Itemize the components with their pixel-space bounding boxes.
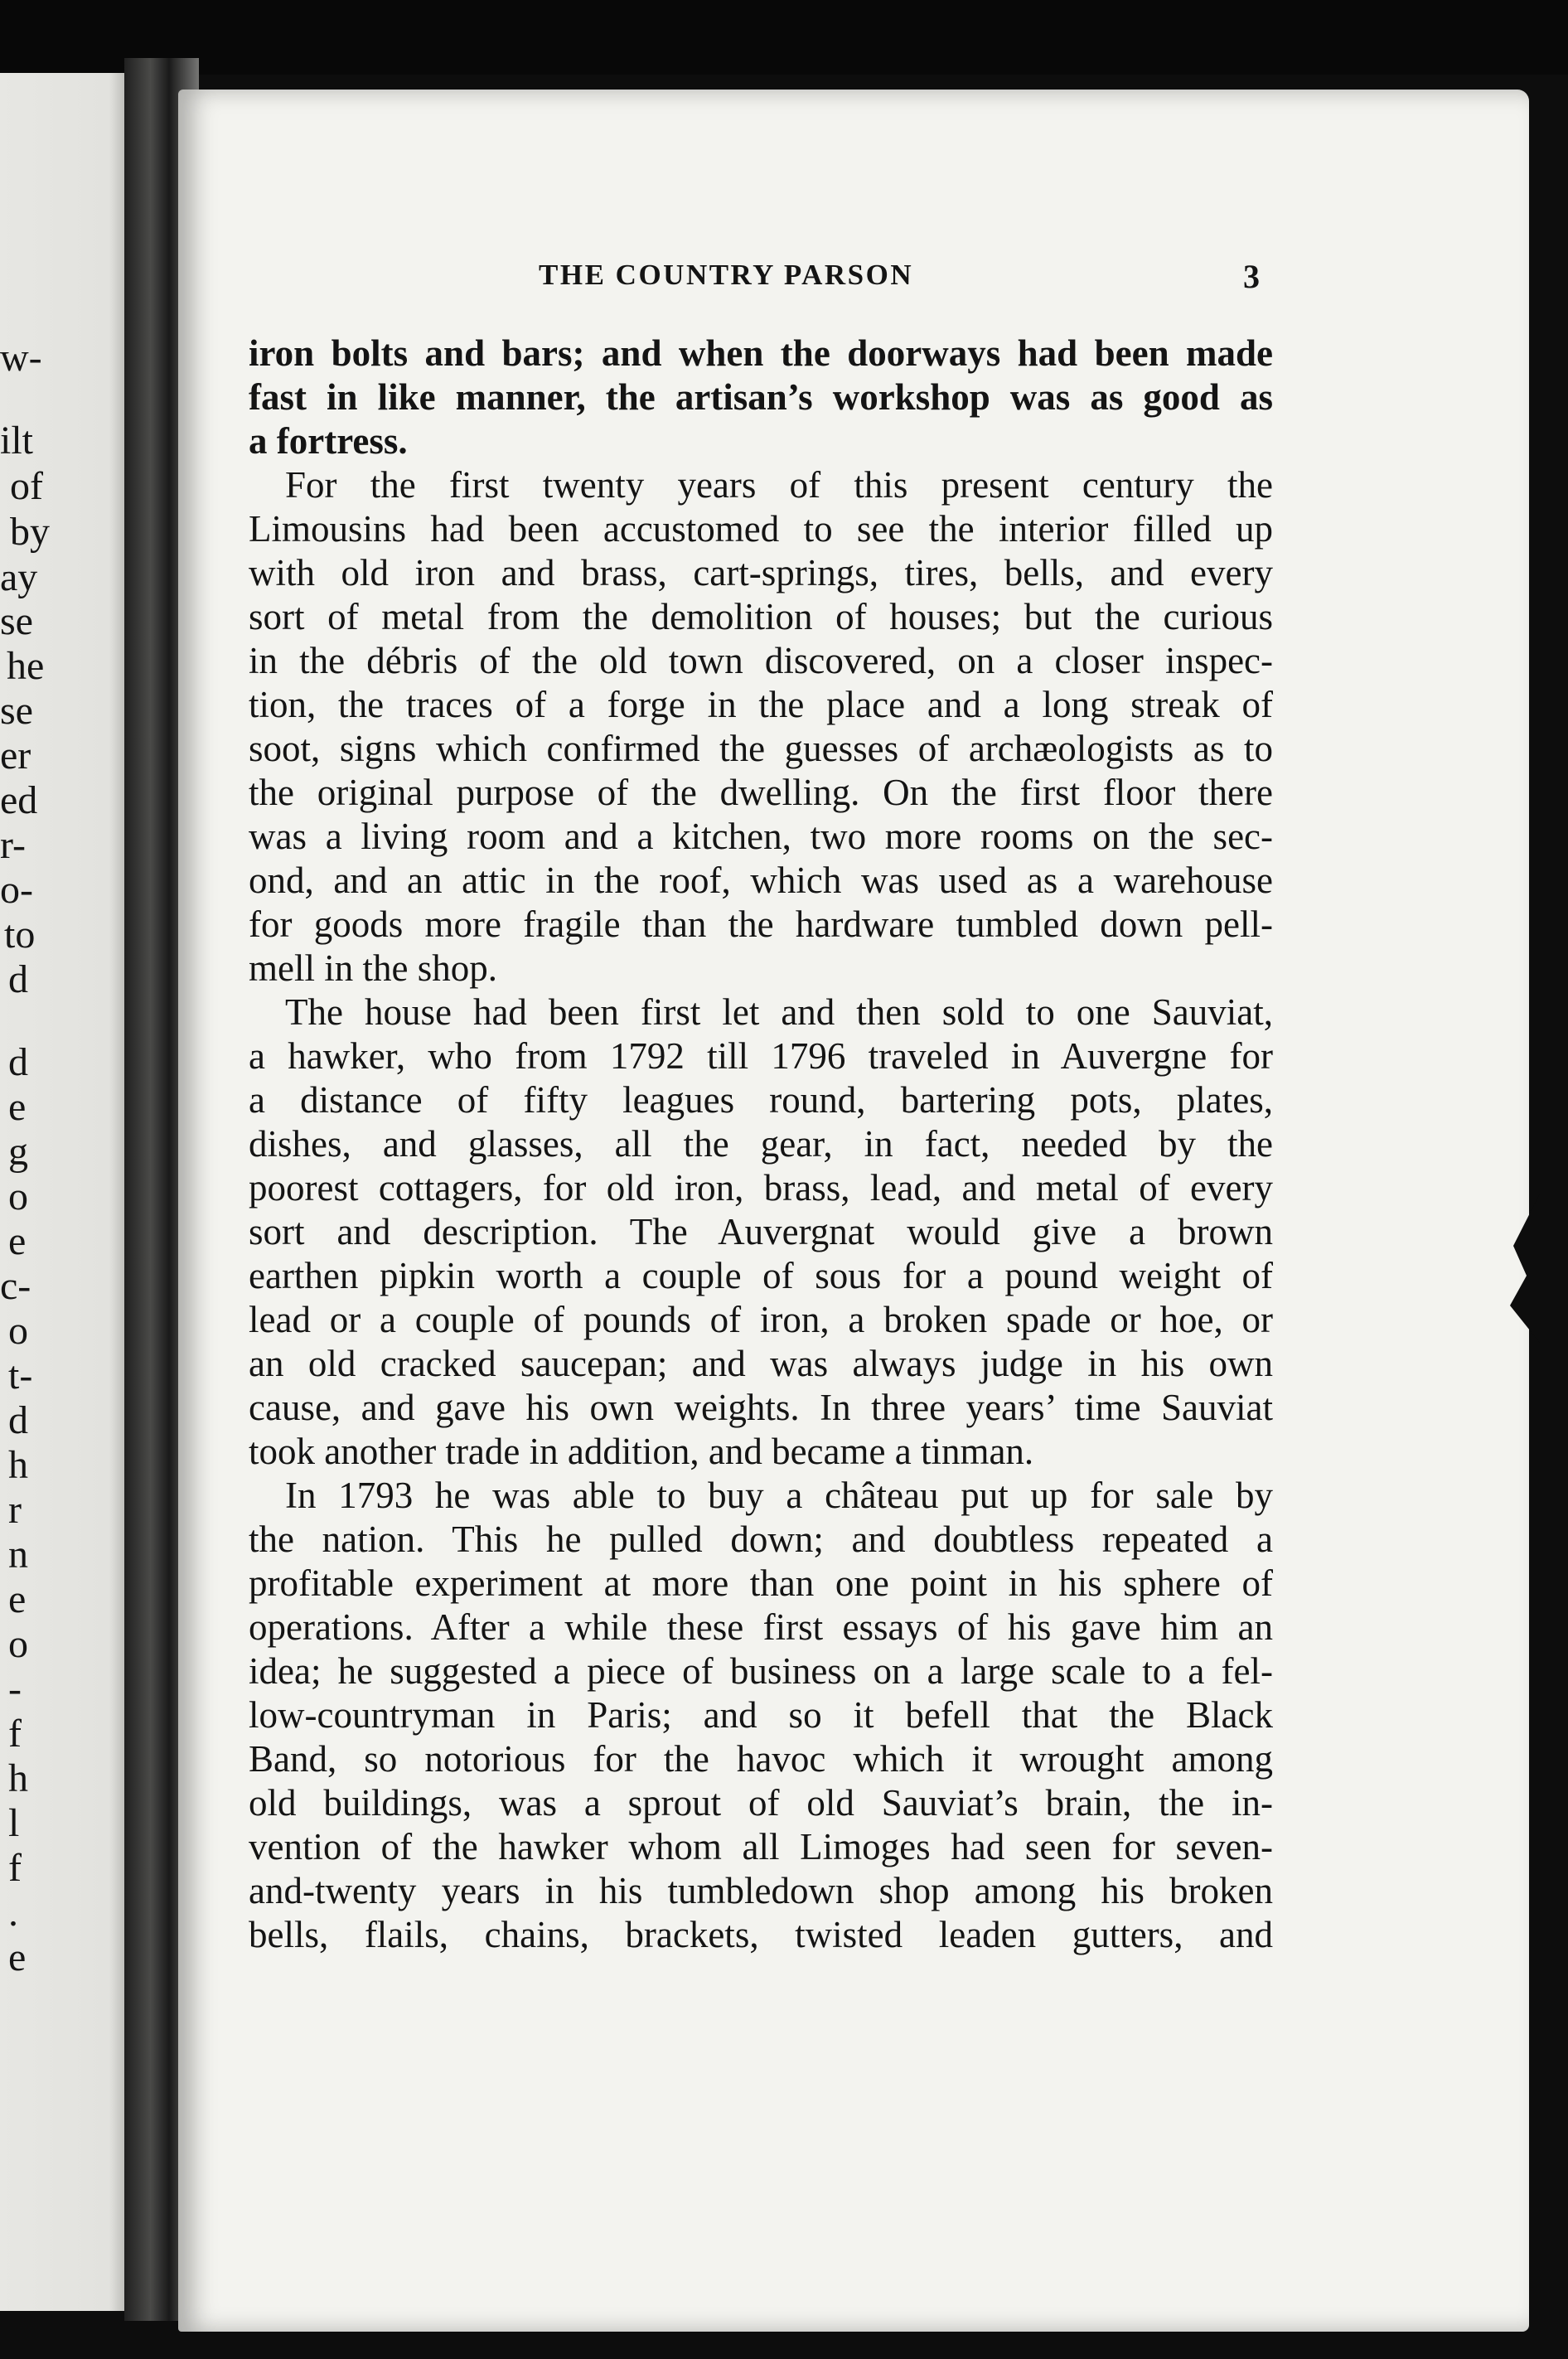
body-text	[249, 332, 1273, 463]
left-page-fragment: h	[8, 1443, 28, 1487]
body-text-continued	[249, 463, 1273, 1957]
text-line: Band, so notorious for the havoc which it wrought among	[249, 1738, 1273, 1780]
text-line: Limousins had been accustomed to see the interior filled up	[249, 508, 1273, 550]
left-page-fragment: l	[8, 1801, 20, 1845]
text-line: profitable experiment at more than one point in his sphere of	[249, 1562, 1273, 1604]
text-line: with old iron and brass, cart-springs, tires, bells, and every	[249, 552, 1273, 593]
left-page-fragment: o-	[0, 868, 33, 912]
text-line: dishes, and glasses, all the gear, in fact, needed by the	[249, 1123, 1273, 1165]
left-page-fragment: o	[8, 1175, 28, 1218]
text-line: bells, flails, chains, brackets, twisted leaden gutters, and	[249, 1914, 1273, 1955]
left-page-fragment: ilt	[0, 419, 34, 463]
text-line: vention of the hawker whom all Limoges had seen for seven-	[249, 1826, 1273, 1867]
left-page-fragment: of	[10, 464, 43, 508]
left-page-fragment: d	[8, 957, 28, 1001]
left-page-fragment: h	[8, 1756, 28, 1800]
text-line: mell in the shop.	[249, 947, 497, 989]
left-page-fragment: e	[8, 1577, 27, 1621]
text-line: for goods more fragile than the hardware tumbled down pell-	[249, 903, 1273, 945]
left-page-fragment: se	[0, 689, 33, 733]
text-line: fast in like manner, the artisan’s workshop was as good as	[249, 376, 1273, 418]
text-line: ond, and an attic in the roof, which was used as a warehouse	[249, 860, 1273, 901]
left-page-fragment: f	[8, 1846, 22, 1890]
text-line: old buildings, was a sprout of old Sauviat’s brain, the in-	[249, 1782, 1273, 1824]
text-line: sort of metal from the demolition of houses; but the curious	[249, 596, 1273, 637]
left-page-fragment: se	[0, 599, 33, 643]
text-line: took another trade in addition, and became a tinman.	[249, 1431, 1034, 1472]
left-page-fragment: d	[8, 1040, 28, 1084]
left-page-fragment: o	[8, 1309, 28, 1353]
left-page-fragment: c-	[0, 1264, 31, 1308]
left-page-fragment: er	[0, 734, 31, 777]
left-page-fragment: t-	[8, 1354, 33, 1397]
text-line: The house had been first let and then sold to one Sauviat,	[285, 991, 1273, 1033]
left-page-fragment: f	[8, 1712, 22, 1756]
text-line: was a living room and a kitchen, two more rooms on the sec-	[249, 816, 1273, 857]
left-page-fragment: .	[8, 1891, 18, 1935]
text-line: a distance of fifty leagues round, bartering pots, plates,	[249, 1079, 1273, 1121]
left-page-fragment: d	[8, 1398, 28, 1442]
text-line: idea; he suggested a piece of business on a large scale to a fel-	[249, 1650, 1273, 1692]
left-page-fragment: o	[8, 1622, 28, 1666]
left-page-sliver	[0, 73, 137, 2311]
text-line: the nation. This he pulled down; and doubtless repeated a	[249, 1519, 1273, 1560]
left-page-fragment: e	[8, 1085, 27, 1129]
text-line: In 1793 he was able to buy a château put up for sale by	[285, 1475, 1273, 1516]
left-page-fragment: r	[8, 1488, 22, 1532]
left-page-fragment: by	[10, 510, 50, 554]
text-line: a fortress.	[249, 420, 408, 462]
text-line: earthen pipkin worth a couple of sous for a pound weight of	[249, 1255, 1273, 1296]
text-line: the original purpose of the dwelling. On the first floor there	[249, 772, 1273, 813]
text-line: an old cracked saucepan; and was always judge in his own	[249, 1343, 1273, 1384]
scan-border-top	[0, 0, 1568, 75]
text-line: and-twenty years in his tumbledown shop among his broken	[249, 1870, 1273, 1911]
left-page-fragment: to	[4, 913, 36, 957]
text-line: tion, the traces of a forge in the place and a long streak of	[249, 684, 1273, 725]
text-line: low-countryman in Paris; and so it befell that the Black	[249, 1694, 1273, 1736]
text-line: For the first twenty years of this present century the	[285, 464, 1273, 506]
text-line: soot, signs which confirmed the guesses of archæologists as to	[249, 728, 1273, 769]
left-page-fragment: ed	[0, 778, 38, 822]
text-line: in the débris of the old town discovered, on a closer inspec-	[249, 640, 1273, 681]
left-page-fragment: -	[8, 1667, 22, 1711]
left-page-fragment: he	[7, 644, 45, 688]
text-line: lead or a couple of pounds of iron, a broken spade or hoe, or	[249, 1299, 1273, 1340]
text-line: iron bolts and bars; and when the doorways had been made	[249, 332, 1273, 374]
text-line: sort and description. The Auvergnat would give a brown	[249, 1211, 1273, 1252]
text-line: poorest cottagers, for old iron, brass, lead, and metal of every	[249, 1167, 1273, 1209]
running-title: THE COUNTRY PARSON	[539, 259, 914, 291]
left-page-fragment: n	[8, 1533, 28, 1577]
left-page-fragment: ay	[0, 555, 38, 599]
text-line: cause, and gave his own weights. In three years’ time Sauviat	[249, 1387, 1273, 1428]
page-number: 3	[1243, 258, 1260, 295]
left-page-fragment: e	[8, 1219, 27, 1263]
left-page-fragment: w-	[0, 336, 42, 380]
text-line: a hawker, who from 1792 till 1796 traveled in Auvergne for	[249, 1035, 1273, 1077]
left-page-fragment: e	[8, 1935, 27, 1979]
running-head	[0, 259, 1568, 308]
text-line: operations. After a while these first essays of his gave him an	[249, 1606, 1273, 1648]
left-page-fragment: g	[8, 1130, 28, 1174]
left-page-fragment: r-	[0, 823, 27, 867]
